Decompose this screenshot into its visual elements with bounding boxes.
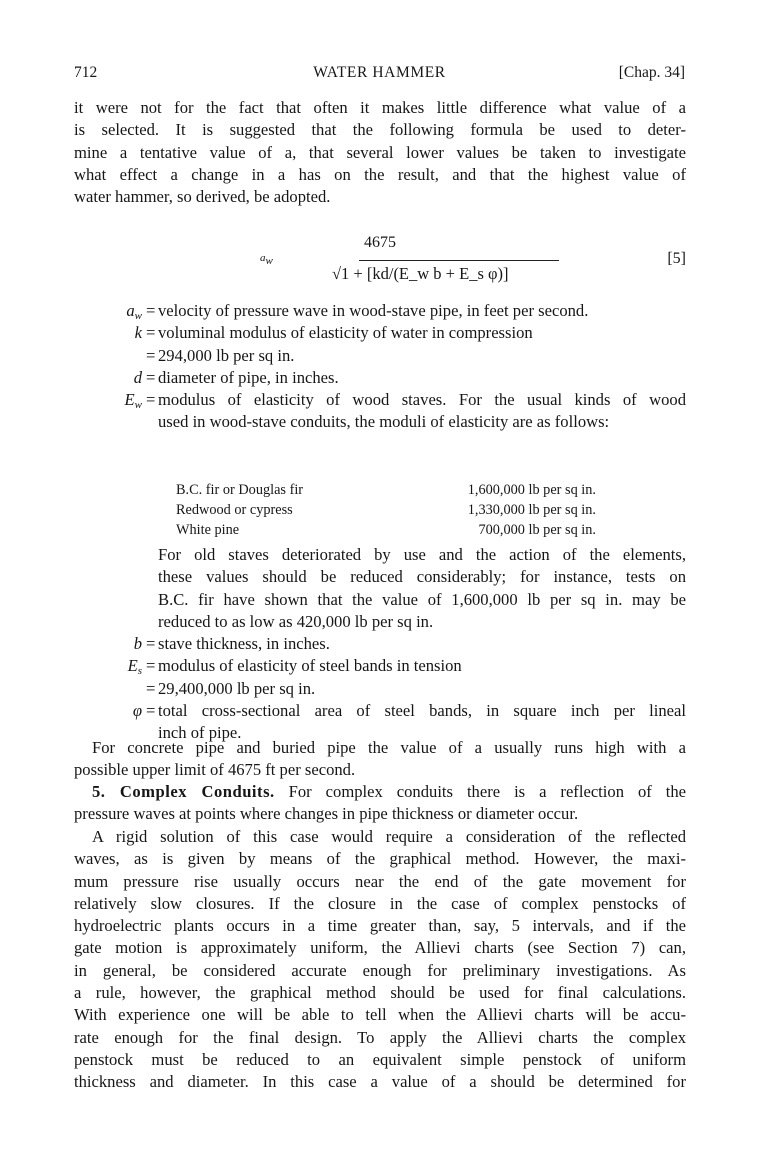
- concrete-paragraph: [74, 737, 686, 782]
- chapter-label: [Chap. 34]: [618, 64, 685, 81]
- definition-row: [74, 678, 686, 700]
- definition-text: used in wood-stave conduits, the moduli of elasticity are as follows:: [158, 412, 610, 432]
- equals-sign: =: [146, 390, 156, 410]
- page-number: 712: [74, 64, 98, 81]
- equals-sign: =: [146, 301, 156, 320]
- definitions-list: [74, 300, 686, 434]
- text-line: penstock must be reduced to an equivalent simple penstock of uniform: [74, 1049, 686, 1069]
- wood-moduli-table: [176, 481, 596, 540]
- definition-text: velocity of pressure wave in wood-stave pipe, in feet per second.: [158, 301, 589, 320]
- modulus-value: 1,330,000 lb per sq in.: [467, 501, 596, 518]
- text-line: hydroelectric plants occurs in a time greater than, say, 5 intervals, and if the: [74, 916, 686, 936]
- text-line: gate motion is approximately uniform, the Allievi charts (see Section 7) can,: [74, 938, 686, 958]
- formula-lhs: $a_w$: [260, 252, 273, 267]
- intro-paragraph: [74, 97, 686, 208]
- text-line: rate enough for the final design. To apply the Allievi charts the complex: [74, 1027, 686, 1047]
- text-line: waves, as is given by means of the graphical method. However, the maxi-: [74, 849, 686, 869]
- definition-row: [74, 300, 686, 322]
- running-title: WATER HAMMER: [313, 64, 446, 81]
- text-line: With experience one will be able to tell when the Allievi charts will be accu-: [74, 1005, 686, 1025]
- text-line: a rule, however, the graphical method should be used for final calculations.: [74, 983, 686, 1003]
- text-line: what effect a change in a has on the result, and that the highest value of: [74, 164, 686, 184]
- wood-type: B.C. fir or Douglas fir: [176, 482, 304, 498]
- modulus-value: 700,000 lb per sq in.: [478, 521, 596, 538]
- definition-symbol: $E_w$: [124, 390, 142, 412]
- text-line: is selected. It is suggested that the following formula be used to deter-: [74, 120, 686, 140]
- definitions-list-2: [74, 633, 686, 744]
- definition-symbol: d: [133, 367, 142, 387]
- text-line: possible upper limit of 4675 ft per second.: [74, 760, 356, 780]
- text-line: water hammer, so derived, be adopted.: [74, 187, 331, 207]
- definition-text: stave thickness, in inches.: [158, 634, 330, 653]
- equals-sign: =: [146, 678, 156, 698]
- wood-type: Redwood or cypress: [176, 501, 293, 518]
- section-5-paragraph: [74, 781, 686, 826]
- table-row: [176, 521, 596, 541]
- text-line: in general, be considered accurate enough for preliminary investigations. As: [74, 960, 686, 980]
- definition-text: 29,400,000 lb per sq in.: [158, 678, 316, 698]
- text-line: these values should be reduced considerably; for instance, tests on: [158, 567, 686, 587]
- definition-text: total cross-sectional area of steel bands, in square inch per lineal: [158, 700, 686, 720]
- text-line: For concrete pipe and buried pipe the value of a usually runs high with a: [92, 738, 686, 757]
- text-line: it were not for the fact that often it makes little difference what value of a: [74, 98, 686, 117]
- definition-symbol: $E_s$: [127, 656, 142, 678]
- fraction-bar: [359, 260, 559, 261]
- definition-symbol: $a_w$: [126, 301, 142, 322]
- text-line: For old staves deteriorated by use and the action of the elements,: [158, 545, 686, 564]
- definition-text: diameter of pipe, in inches.: [158, 367, 339, 387]
- text-line: thickness and diameter. In this case a value of a should be determined for: [74, 1072, 686, 1092]
- definition-symbol: b: [133, 634, 142, 653]
- text-line: B.C. fir have shown that the value of 1,600,000 lb per sq in. may be: [158, 589, 686, 609]
- modulus-value: 1,600,000 lb per sq in.: [467, 482, 596, 498]
- formula-denominator: √1 + [kd/(E_w b + E_s φ)]: [332, 264, 509, 283]
- definition-row: [74, 322, 686, 344]
- table-row: [176, 481, 596, 501]
- equation-number: [5]: [667, 250, 686, 267]
- equals-sign: =: [146, 367, 156, 387]
- equals-sign: =: [146, 345, 156, 365]
- definition-row: [74, 389, 686, 411]
- rigid-solution-paragraph: [74, 826, 686, 1094]
- equals-sign: =: [146, 634, 156, 653]
- definition-row: [74, 655, 686, 677]
- definition-text: voluminal modulus of elasticity of water in compression: [158, 323, 533, 343]
- definition-row: [74, 700, 686, 722]
- formula-5: [74, 234, 686, 296]
- wood-type: White pine: [176, 521, 240, 538]
- formula-numerator: 4675: [364, 234, 396, 251]
- definition-row: [74, 367, 686, 389]
- definition-row: [74, 633, 686, 655]
- text-line: reduced to as low as 420,000 lb per sq in.: [158, 611, 434, 631]
- text-line: 5. Complex Conduits. For complex conduits there is a reflection of the: [92, 782, 687, 801]
- definition-row: [74, 345, 686, 367]
- running-header: [74, 64, 685, 86]
- table-row: [176, 501, 596, 521]
- section-heading: 5. Complex Conduits.: [92, 782, 275, 801]
- definition-symbol: φ: [132, 700, 142, 720]
- old-staves-paragraph: [158, 544, 686, 633]
- equals-sign: =: [146, 700, 156, 720]
- definition-text: inch of pipe.: [158, 723, 242, 743]
- text-line: relatively slow closures. If the closure in the case of complex penstocks of: [74, 893, 686, 913]
- text-line: A rigid solution of this case would require a consideration of the reflected: [92, 827, 686, 846]
- definition-text: modulus of elasticity of steel bands in tension: [158, 656, 462, 676]
- definition-text: modulus of elasticity of wood staves. For the usual kinds of wood: [158, 390, 686, 410]
- equals-sign: =: [146, 656, 156, 676]
- text-line: mum pressure rise usually occurs near the end of the gate movement for: [74, 871, 686, 891]
- text-line: mine a tentative value of a, that several lower values be taken to investigate: [74, 142, 686, 162]
- equals-sign: =: [146, 323, 156, 343]
- text-line: pressure waves at points where changes in pipe thickness or diameter occur.: [74, 804, 579, 824]
- definition-symbol: k: [134, 323, 142, 343]
- definition-text: 294,000 lb per sq in.: [158, 345, 295, 365]
- definition-continuation: [74, 411, 686, 433]
